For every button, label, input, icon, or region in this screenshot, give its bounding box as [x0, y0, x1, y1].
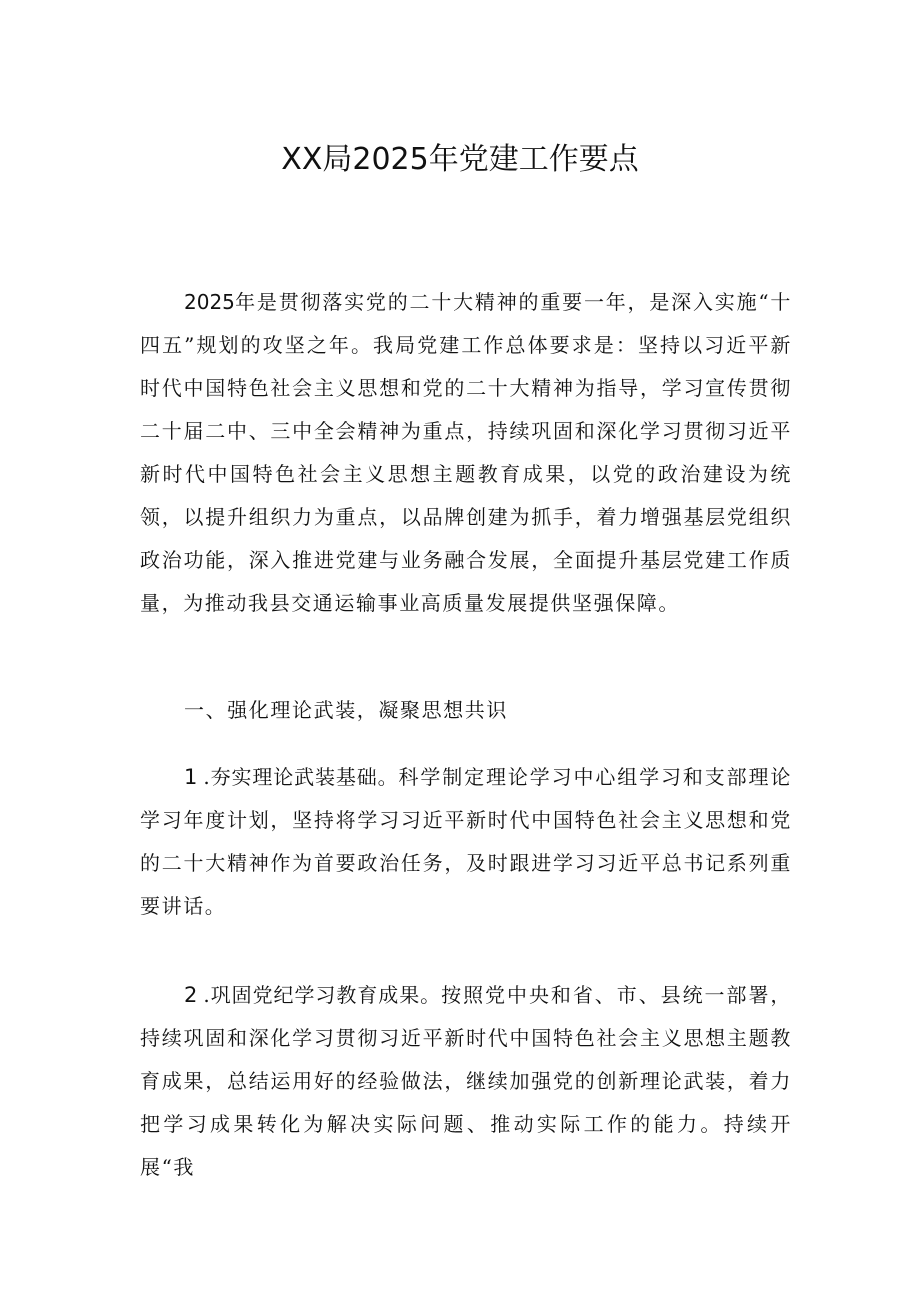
list-item: [140, 974, 792, 1189]
intro-text: 年是贯彻落实党的二十大精神的重要一年，是深入实施“十四五”规划的攻坚之年。我局党建工作总体要求是：坚持以习近平新时代中国特色社会主义思想和党的二十大精神为指导，学习宣传贯彻二十届二中、三中全会精神为重点，持续巩固和深化学习贯彻习近平新时代中国特色社会主义思想主题教育成果，以党的政治建设为统领，以提升组织力为重点，以品牌创建为抓手，着力增强基层党组织政治功能，深入推进党建与业务融合发展，全面提升基层党建工作质量，为推动我县交通运输事业高质量发展提供坚强保障。: [140, 290, 792, 615]
item-number: 1: [184, 765, 198, 789]
intro-year: 2025: [184, 290, 235, 314]
item-text: 科学制定理论学习中心组学习和支部理论学习年度计划，坚持将学习习近平新时代中国特色社会主义思想和党的二十大精神作为首要政治任务，及时跟进学习习近平总书记系列重要讲话。: [140, 765, 792, 918]
item-text: 按照党中央和省、市、县统一部署，持续巩固和深化学习贯彻习近平新时代中国特色社会主义思想主题教育成果，总结运用好的经验做法，继续加强党的创新理论武装，着力把学习成果转化为解决实际问题、推动实际工作的能力。持续开展“我: [140, 983, 792, 1179]
item-title: .夯实理论武装基础。: [203, 765, 399, 789]
item-number: 2: [184, 983, 198, 1007]
intro-paragraph: [140, 281, 792, 625]
section-heading-1: 一、强化理论武装，凝聚思想共识: [184, 698, 508, 722]
document-title: XX局2025年党建工作要点: [281, 142, 639, 177]
list-item: [140, 756, 792, 928]
item-title: .巩固党纪学习教育成果。: [203, 983, 442, 1007]
